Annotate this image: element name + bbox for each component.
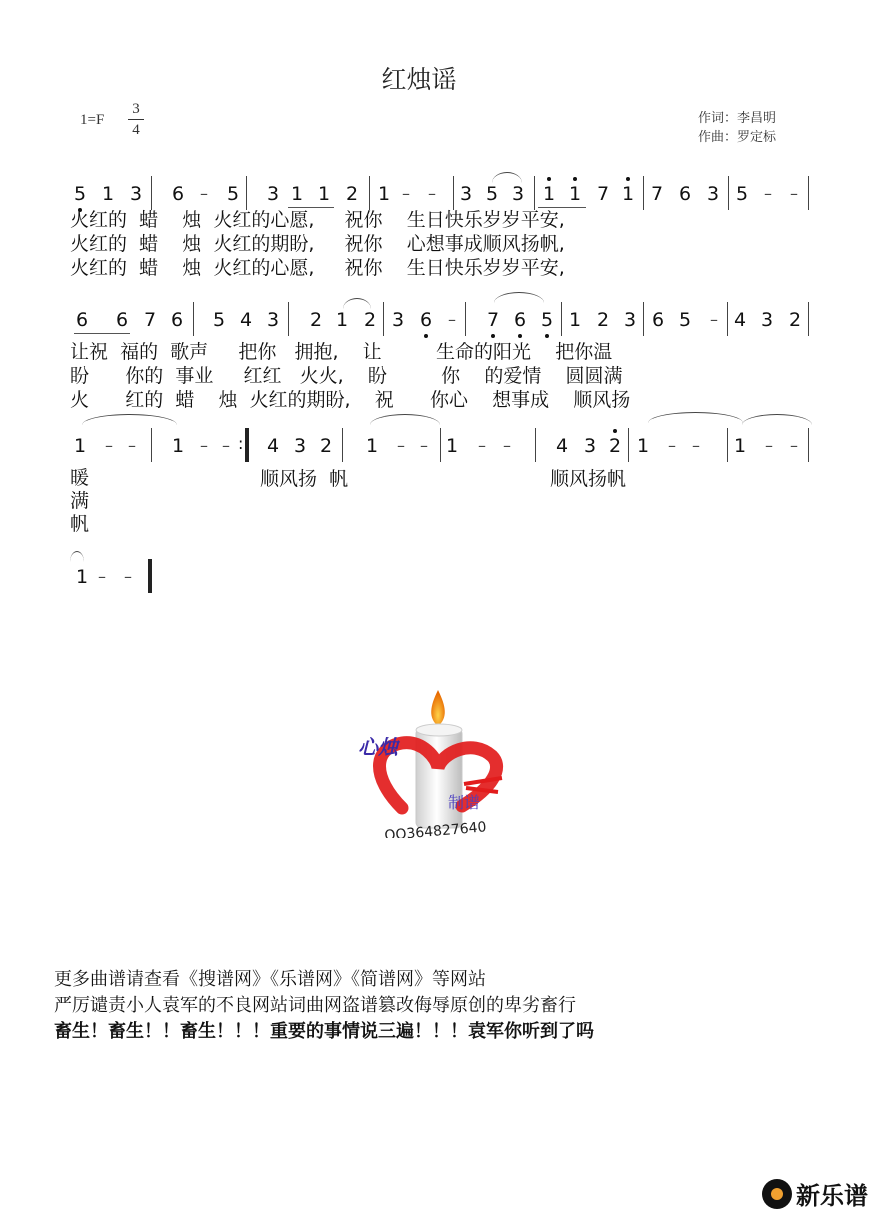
dash-extension: – xyxy=(98,567,106,586)
lyric-line: 火红的 蜡 烛 火红的心愿, 祝你 生日快乐岁岁平安, xyxy=(70,209,565,231)
dash-extension: – xyxy=(200,184,208,203)
note: 3 xyxy=(266,309,280,331)
lyric-line: 火红的 蜡 烛 火红的期盼, 祝你 心想事成顺风扬帆, xyxy=(70,233,565,255)
note: 3 xyxy=(293,435,307,457)
brand-logo xyxy=(762,1176,868,1211)
bar-line xyxy=(383,302,384,336)
score-row-3 xyxy=(0,434,888,474)
note: 1 xyxy=(73,435,87,457)
low-octave-dot xyxy=(545,334,549,338)
note: 1 xyxy=(568,309,582,331)
score-row-4 xyxy=(0,565,888,605)
candle-logo xyxy=(352,688,522,838)
note: 1 xyxy=(365,435,379,457)
footer-line-2: 严厉谴责小人袁军的不良网站词曲网盗谱篡改侮辱原创的卑劣畜行 xyxy=(54,995,576,1016)
bar-line xyxy=(728,176,729,210)
candle-icon xyxy=(352,688,522,838)
note: 1 xyxy=(377,183,391,205)
note: 5 xyxy=(485,183,499,205)
dash-extension: – xyxy=(222,436,230,455)
dash-extension: – xyxy=(124,567,132,586)
note: 1 xyxy=(335,309,349,331)
credits xyxy=(698,109,776,147)
bar-line xyxy=(288,302,289,336)
note: 1 xyxy=(733,435,747,457)
note: 3 xyxy=(623,309,637,331)
bar-line xyxy=(628,428,629,462)
bar-line xyxy=(808,428,809,462)
note: 2 xyxy=(608,435,622,457)
footer-line-3: 畜生！畜生！！畜生！！！重要的事情说三遍！！！袁军你听到了吗 xyxy=(54,1021,594,1042)
slur-arc xyxy=(82,414,177,425)
time-top: 3 xyxy=(132,101,140,117)
note: 7 xyxy=(650,183,664,205)
low-octave-dot xyxy=(424,334,428,338)
note: 4 xyxy=(555,435,569,457)
brand-name: 新乐谱 xyxy=(796,1182,868,1210)
lyric-line: 顺风扬帆 xyxy=(550,468,627,490)
note: 6 xyxy=(513,309,527,331)
bar-line xyxy=(246,176,247,210)
dash-extension: – xyxy=(200,436,208,455)
song-title: 红烛谣 xyxy=(381,65,457,94)
lyric-line: 让祝 福的 歌声 把你 拥抱, 让 生命的阳光 把你温 xyxy=(70,341,613,363)
note: 1 xyxy=(621,183,635,205)
dash-extension: – xyxy=(397,436,405,455)
svg-text:QQ364827640: QQ364827640 xyxy=(383,819,488,838)
note: 3 xyxy=(583,435,597,457)
dash-extension: – xyxy=(710,310,718,329)
high-octave-dot xyxy=(547,177,551,181)
bar-line xyxy=(245,428,249,462)
note: 1 xyxy=(568,183,582,205)
bar-line xyxy=(151,428,152,462)
bar-line xyxy=(440,428,441,462)
note: 7 xyxy=(486,309,500,331)
note: 3 xyxy=(459,183,473,205)
note: 3 xyxy=(129,183,143,205)
slur-arc xyxy=(343,298,371,309)
note: 1 xyxy=(75,566,89,588)
note: 2 xyxy=(788,309,802,331)
note: 3 xyxy=(391,309,405,331)
note: 3 xyxy=(706,183,720,205)
slur-arc xyxy=(492,172,522,183)
lyric-char: 暖 xyxy=(70,467,90,489)
note: 6 xyxy=(419,309,433,331)
bar-line xyxy=(808,176,809,210)
dash-extension: – xyxy=(764,184,772,203)
lyric-char: 满 xyxy=(70,490,90,512)
note: 1 xyxy=(636,435,650,457)
footer-notice xyxy=(54,967,594,1045)
slur-arc xyxy=(370,414,440,425)
note: 4 xyxy=(239,309,253,331)
note: 5 xyxy=(735,183,749,205)
bar-line xyxy=(148,559,152,593)
bar-line xyxy=(193,302,194,336)
note: 6 xyxy=(170,309,184,331)
bar-line xyxy=(453,176,454,210)
dash-extension: – xyxy=(503,436,511,455)
time-signature xyxy=(128,100,144,139)
bar-line xyxy=(727,428,728,462)
lyrics-column xyxy=(70,467,92,536)
lyric-line: 盼 你的 事业 红红 火火, 盼 你 的爱情 圆圆满 xyxy=(70,365,623,387)
fraction-line xyxy=(128,119,144,120)
dash-extension: – xyxy=(478,436,486,455)
svg-text:制谱: 制谱 xyxy=(448,793,481,812)
slur-arc xyxy=(70,551,84,562)
slur-arc xyxy=(742,414,812,425)
slur-arc xyxy=(494,292,544,303)
dash-extension: – xyxy=(692,436,700,455)
note: 2 xyxy=(309,309,323,331)
repeat-sign: : xyxy=(238,434,244,453)
low-octave-dot xyxy=(491,334,495,338)
key-signature: 1=F xyxy=(80,112,105,128)
lyric-line: 火 红的 蜡 烛 火红的期盼, 祝 你心 想事成 顺风扬 xyxy=(70,389,631,411)
bar-line xyxy=(727,302,728,336)
note: 7 xyxy=(596,183,610,205)
dash-extension: – xyxy=(765,436,773,455)
dash-extension: – xyxy=(668,436,676,455)
note: 1 xyxy=(290,183,304,205)
note: 5 xyxy=(212,309,226,331)
svg-text:心烛: 心烛 xyxy=(358,735,398,759)
dash-extension: – xyxy=(420,436,428,455)
note: 5 xyxy=(226,183,240,205)
note: 3 xyxy=(511,183,525,205)
bar-line xyxy=(534,176,535,210)
underline-beam xyxy=(74,333,130,334)
note: 5 xyxy=(73,183,87,205)
note: 2 xyxy=(363,309,377,331)
note: 6 xyxy=(75,309,89,331)
note: 1 xyxy=(317,183,331,205)
bar-line xyxy=(465,302,466,336)
dash-extension: – xyxy=(105,436,113,455)
bar-line xyxy=(643,302,644,336)
footer-line-1: 更多曲谱请查看《搜谱网》《乐谱网》《简谱网》等网站 xyxy=(54,969,486,990)
bar-line xyxy=(808,302,809,336)
note: 3 xyxy=(266,183,280,205)
time-bottom: 4 xyxy=(132,122,140,138)
high-octave-dot xyxy=(626,177,630,181)
high-octave-dot xyxy=(613,429,617,433)
lyric-line: 火红的 蜡 烛 火红的心愿, 祝你 生日快乐岁岁平安, xyxy=(70,257,565,279)
lyric-char: 帆 xyxy=(70,513,90,535)
bar-line xyxy=(643,176,644,210)
note: 4 xyxy=(266,435,280,457)
note: 3 xyxy=(760,309,774,331)
vinyl-record-icon xyxy=(762,1179,792,1209)
slur-arc xyxy=(648,412,743,423)
dash-extension: – xyxy=(790,184,798,203)
bar-line xyxy=(342,428,343,462)
bar-line xyxy=(369,176,370,210)
note: 1 xyxy=(101,183,115,205)
note: 4 xyxy=(733,309,747,331)
dash-extension: – xyxy=(402,184,410,203)
note: 2 xyxy=(596,309,610,331)
lyric-line: 顺风扬 帆 xyxy=(260,468,349,490)
note: 6 xyxy=(678,183,692,205)
note: 1 xyxy=(445,435,459,457)
low-octave-dot xyxy=(518,334,522,338)
high-octave-dot xyxy=(573,177,577,181)
note: 5 xyxy=(540,309,554,331)
note: 2 xyxy=(345,183,359,205)
bar-line xyxy=(561,302,562,336)
composer: 作曲：罗定标 xyxy=(698,130,777,145)
note: 7 xyxy=(143,309,157,331)
bar-line xyxy=(535,428,536,462)
note: 6 xyxy=(651,309,665,331)
dash-extension: – xyxy=(428,184,436,203)
dash-extension: – xyxy=(128,436,136,455)
note: 6 xyxy=(115,309,129,331)
note: 2 xyxy=(319,435,333,457)
note: 1 xyxy=(171,435,185,457)
note: 6 xyxy=(171,183,185,205)
note: 5 xyxy=(678,309,692,331)
lyricist: 作词：李昌明 xyxy=(698,111,777,126)
dash-extension: – xyxy=(790,436,798,455)
bar-line xyxy=(151,176,152,210)
note: 1 xyxy=(542,183,556,205)
dash-extension: – xyxy=(448,310,456,329)
